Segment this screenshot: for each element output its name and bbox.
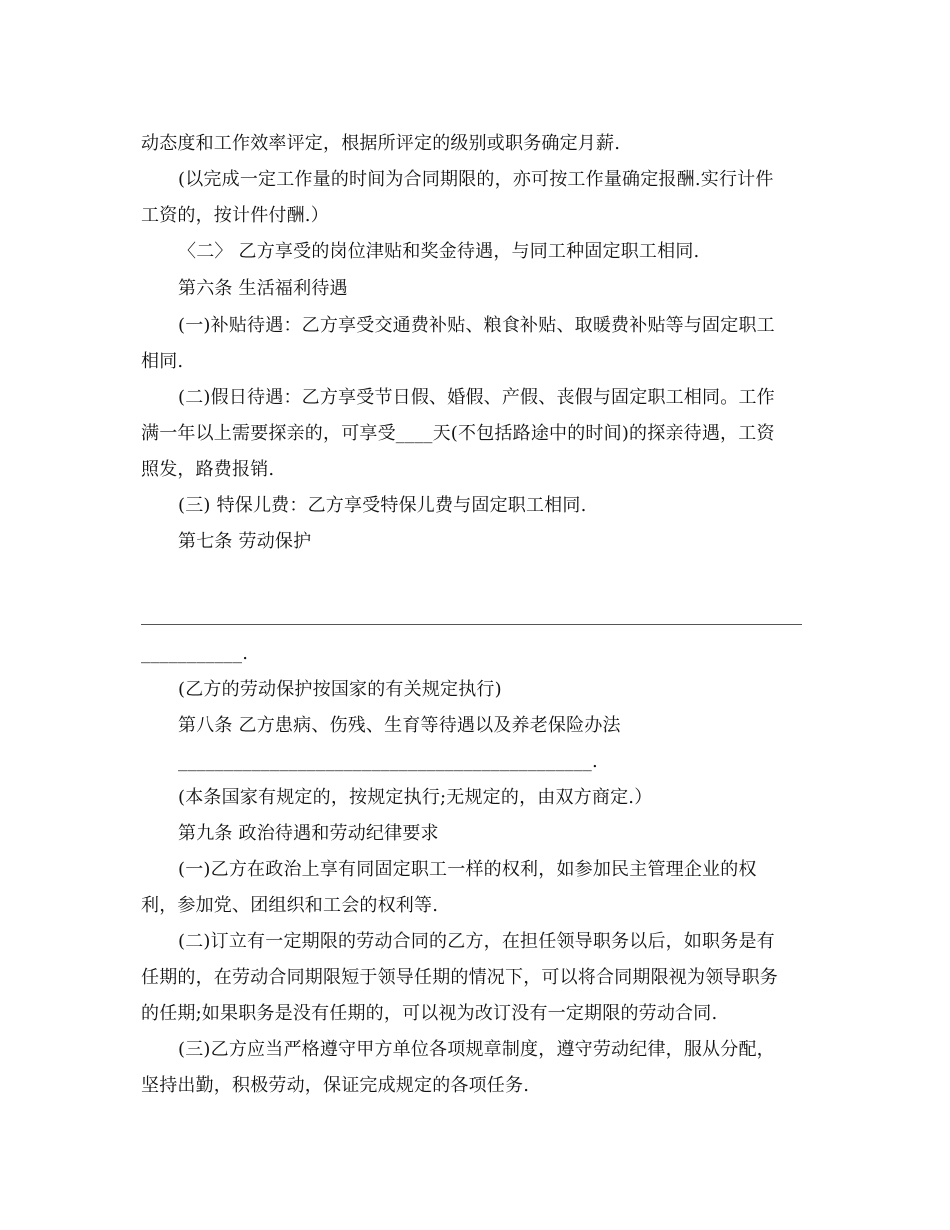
blank-fill-line — [141, 624, 802, 625]
text-line-1: 动态度和工作效率评定，根据所评定的级别或职务确定月薪. — [141, 133, 621, 154]
text-line-23: 的任期;如果职务是没有任期的，可以视为改订没有一定期限的劳动合同. — [141, 1003, 718, 1024]
text-line-10: 照发，路费报销. — [141, 459, 275, 480]
section-heading-article-9: 第九条 政治待遇和劳动纪律要求 — [178, 823, 439, 844]
text-line-17: (本条国家有规定的，按规定执行;无规定的，由双方商定.） — [178, 787, 653, 808]
text-line-3: 工资的，按计件付酬.） — [141, 205, 329, 226]
text-line-21: (二)订立有一定期限的劳动合同的乙方，在担任领导职务以后，如职务是有 — [178, 931, 775, 952]
text-line-6: (一)补贴待遇：乙方享受交通费补贴、粮食补贴、取暖费补贴等与固定职工 — [178, 315, 775, 336]
text-line-25: 坚持出勤，积极劳动，保证完成规定的各项任务. — [141, 1075, 530, 1096]
text-line-7: 相同. — [141, 351, 184, 372]
text-line-20: 利，参加党、团组织和工会的权利等. — [141, 895, 439, 916]
text-line-2: (以完成一定工作量的时间为合同期限的，亦可按工作量确定报酬.实行计件 — [178, 169, 774, 190]
section-heading-article-7: 第七条 劳动保护 — [178, 531, 312, 552]
text-line-14: (乙方的劳动保护按国家的有关规定执行) — [178, 679, 502, 700]
text-line-11: (三) 特保儿费：乙方享受特保儿费与固定职工相同. — [178, 495, 587, 516]
text-line-24: (三)乙方应当严格遵守甲方单位各项规章制度，遵守劳动纪律，服从分配， — [178, 1039, 775, 1060]
text-line-22: 任期的，在劳动合同期限短于领导任期的情况下，可以将合同期限视为领导职务 — [141, 967, 778, 988]
text-line-4: 〈二〉 乙方享受的岗位津贴和奖金待遇，与同工种固定职工相同. — [178, 241, 700, 262]
section-heading-article-8: 第八条 乙方患病、伤残、生育等待遇以及养老保险办法 — [178, 715, 621, 736]
text-line-8: (二)假日待遇：乙方享受节日假、婚假、产假、丧假与固定职工相同。工作 — [178, 387, 775, 408]
text-line-16: _____________________________________________. — [178, 751, 598, 772]
text-line-13: ___________. — [141, 643, 249, 664]
section-heading-article-6: 第六条 生活福利待遇 — [178, 278, 348, 299]
text-line-9: 满一年以上需要探亲的，可享受____天(不包括路途中的时间)的探亲待遇，工资 — [141, 423, 775, 444]
text-line-19: (一)乙方在政治上享有同固定职工一样的权利，如参加民主管理企业的权 — [178, 859, 757, 880]
